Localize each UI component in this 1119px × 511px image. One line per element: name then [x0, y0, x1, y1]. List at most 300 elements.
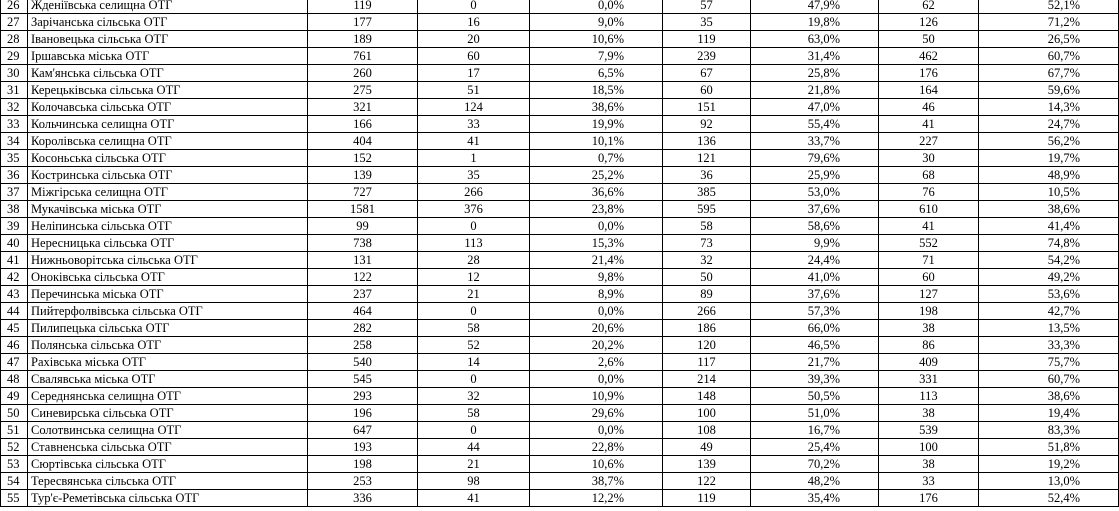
count-c-cell: 552: [879, 235, 979, 252]
percent-c-cell: 38,6%: [979, 388, 1119, 405]
total-cell: 237: [308, 286, 418, 303]
total-cell: 196: [308, 405, 418, 422]
percent-b-cell: 25,4%: [751, 439, 879, 456]
percent-c-cell: 52,1%: [979, 0, 1119, 14]
community-name-cell: Косоньська сільська ОТГ: [28, 150, 308, 167]
count-a-cell: 58: [418, 320, 530, 337]
percent-b-cell: 25,8%: [751, 65, 879, 82]
percent-a-cell: 0,0%: [530, 0, 663, 14]
total-cell: 647: [308, 422, 418, 439]
percent-a-cell: 29,6%: [530, 405, 663, 422]
count-a-cell: 52: [418, 337, 530, 354]
table-body: [1, 0, 1119, 507]
total-cell: 119: [308, 0, 418, 14]
percent-c-cell: 41,4%: [979, 218, 1119, 235]
percent-a-cell: 6,5%: [530, 65, 663, 82]
count-b-cell: 35: [663, 14, 751, 31]
percent-c-cell: 26,5%: [979, 31, 1119, 48]
count-a-cell: 98: [418, 473, 530, 490]
percent-a-cell: 23,8%: [530, 201, 663, 218]
count-a-cell: 44: [418, 439, 530, 456]
community-name-cell: Перечинська міська ОТГ: [28, 286, 308, 303]
count-a-cell: 266: [418, 184, 530, 201]
percent-c-cell: 33,3%: [979, 337, 1119, 354]
percent-b-cell: 37,6%: [751, 286, 879, 303]
community-name-cell: Кольчинська селищна ОТГ: [28, 116, 308, 133]
row-number-cell: 55: [1, 490, 28, 507]
community-name-cell: Іршавська міська ОТГ: [28, 48, 308, 65]
count-a-cell: 0: [418, 218, 530, 235]
row-number-cell: 53: [1, 456, 28, 473]
percent-c-cell: 51,8%: [979, 439, 1119, 456]
row-number-cell: 29: [1, 48, 28, 65]
percent-a-cell: 21,4%: [530, 252, 663, 269]
count-b-cell: 58: [663, 218, 751, 235]
percent-c-cell: 60,7%: [979, 48, 1119, 65]
count-c-cell: 409: [879, 354, 979, 371]
table-row: [1, 235, 1119, 252]
row-number-cell: 51: [1, 422, 28, 439]
row-number-cell: 41: [1, 252, 28, 269]
community-name-cell: Полянська сільська ОТГ: [28, 337, 308, 354]
percent-b-cell: 25,9%: [751, 167, 879, 184]
row-number-cell: 37: [1, 184, 28, 201]
count-a-cell: 21: [418, 286, 530, 303]
count-a-cell: 35: [418, 167, 530, 184]
percent-b-cell: 16,7%: [751, 422, 879, 439]
table-row: [1, 99, 1119, 116]
table-row: [1, 371, 1119, 388]
count-c-cell: 100: [879, 439, 979, 456]
count-c-cell: 331: [879, 371, 979, 388]
table-row: [1, 252, 1119, 269]
percent-a-cell: 25,2%: [530, 167, 663, 184]
total-cell: 464: [308, 303, 418, 320]
percent-b-cell: 48,2%: [751, 473, 879, 490]
percent-c-cell: 14,3%: [979, 99, 1119, 116]
percent-a-cell: 20,6%: [530, 320, 663, 337]
row-number-cell: 42: [1, 269, 28, 286]
percent-c-cell: 60,7%: [979, 371, 1119, 388]
count-a-cell: 14: [418, 354, 530, 371]
count-c-cell: 227: [879, 133, 979, 150]
percent-a-cell: 20,2%: [530, 337, 663, 354]
row-number-cell: 38: [1, 201, 28, 218]
total-cell: 321: [308, 99, 418, 116]
community-name-cell: Свалявська міська ОТГ: [28, 371, 308, 388]
percent-a-cell: 38,6%: [530, 99, 663, 116]
row-number-cell: 47: [1, 354, 28, 371]
percent-a-cell: 38,7%: [530, 473, 663, 490]
row-number-cell: 33: [1, 116, 28, 133]
percent-c-cell: 53,6%: [979, 286, 1119, 303]
row-number-cell: 36: [1, 167, 28, 184]
percent-a-cell: 10,9%: [530, 388, 663, 405]
row-number-cell: 45: [1, 320, 28, 337]
row-number-cell: 44: [1, 303, 28, 320]
table-row: [1, 48, 1119, 65]
percent-a-cell: 0,7%: [530, 150, 663, 167]
count-a-cell: 0: [418, 422, 530, 439]
count-c-cell: 62: [879, 0, 979, 14]
row-number-cell: 28: [1, 31, 28, 48]
count-b-cell: 119: [663, 490, 751, 507]
total-cell: 260: [308, 65, 418, 82]
percent-b-cell: 24,4%: [751, 252, 879, 269]
percent-a-cell: 15,3%: [530, 235, 663, 252]
percent-c-cell: 67,7%: [979, 65, 1119, 82]
count-b-cell: 139: [663, 456, 751, 473]
percent-b-cell: 37,6%: [751, 201, 879, 218]
count-c-cell: 38: [879, 405, 979, 422]
total-cell: 336: [308, 490, 418, 507]
table-row: [1, 405, 1119, 422]
count-b-cell: 136: [663, 133, 751, 150]
community-name-cell: Міжгірська селищна ОТГ: [28, 184, 308, 201]
community-name-cell: Неліпинська сільська ОТГ: [28, 218, 308, 235]
percent-c-cell: 49,2%: [979, 269, 1119, 286]
count-c-cell: 30: [879, 150, 979, 167]
total-cell: 139: [308, 167, 418, 184]
count-a-cell: 376: [418, 201, 530, 218]
count-b-cell: 151: [663, 99, 751, 116]
percent-c-cell: 74,8%: [979, 235, 1119, 252]
community-name-cell: Сюртівська сільська ОТГ: [28, 456, 308, 473]
table-row: [1, 354, 1119, 371]
percent-c-cell: 13,0%: [979, 473, 1119, 490]
percent-b-cell: 47,9%: [751, 0, 879, 14]
count-a-cell: 12: [418, 269, 530, 286]
count-b-cell: 239: [663, 48, 751, 65]
percent-c-cell: 59,6%: [979, 82, 1119, 99]
count-a-cell: 33: [418, 116, 530, 133]
count-a-cell: 41: [418, 490, 530, 507]
percent-b-cell: 35,4%: [751, 490, 879, 507]
count-b-cell: 148: [663, 388, 751, 405]
total-cell: 198: [308, 456, 418, 473]
percent-c-cell: 48,9%: [979, 167, 1119, 184]
community-name-cell: Королівська селищна ОТГ: [28, 133, 308, 150]
total-cell: 1581: [308, 201, 418, 218]
table-row: [1, 439, 1119, 456]
percent-a-cell: 9,8%: [530, 269, 663, 286]
count-c-cell: 46: [879, 99, 979, 116]
table-row: [1, 269, 1119, 286]
percent-a-cell: 12,2%: [530, 490, 663, 507]
row-number-cell: 54: [1, 473, 28, 490]
count-b-cell: 89: [663, 286, 751, 303]
table-row: [1, 167, 1119, 184]
row-number-cell: 43: [1, 286, 28, 303]
count-a-cell: 1: [418, 150, 530, 167]
row-number-cell: 31: [1, 82, 28, 99]
community-name-cell: Костринська сільська ОТГ: [28, 167, 308, 184]
count-b-cell: 73: [663, 235, 751, 252]
percent-a-cell: 36,6%: [530, 184, 663, 201]
count-a-cell: 0: [418, 371, 530, 388]
row-number-cell: 26: [1, 0, 28, 14]
total-cell: 293: [308, 388, 418, 405]
count-b-cell: 100: [663, 405, 751, 422]
community-name-cell: Середнянська селищна ОТГ: [28, 388, 308, 405]
community-name-cell: Нересницька сільська ОТГ: [28, 235, 308, 252]
count-c-cell: 71: [879, 252, 979, 269]
count-a-cell: 21: [418, 456, 530, 473]
percent-c-cell: 42,7%: [979, 303, 1119, 320]
count-b-cell: 595: [663, 201, 751, 218]
count-c-cell: 86: [879, 337, 979, 354]
percent-a-cell: 10,1%: [530, 133, 663, 150]
community-name-cell: Пилипецька сільська ОТГ: [28, 320, 308, 337]
count-b-cell: 117: [663, 354, 751, 371]
percent-b-cell: 50,5%: [751, 388, 879, 405]
percent-c-cell: 38,6%: [979, 201, 1119, 218]
table-row: [1, 303, 1119, 320]
percent-b-cell: 9,9%: [751, 235, 879, 252]
community-name-cell: Пийтерфолвівська сільська ОТГ: [28, 303, 308, 320]
row-number-cell: 52: [1, 439, 28, 456]
row-number-cell: 34: [1, 133, 28, 150]
percent-a-cell: 0,0%: [530, 303, 663, 320]
community-name-cell: Оноківська сільська ОТГ: [28, 269, 308, 286]
table-row: [1, 116, 1119, 133]
count-c-cell: 68: [879, 167, 979, 184]
total-cell: 189: [308, 31, 418, 48]
percent-b-cell: 79,6%: [751, 150, 879, 167]
total-cell: 122: [308, 269, 418, 286]
total-cell: 727: [308, 184, 418, 201]
percent-c-cell: 13,5%: [979, 320, 1119, 337]
table-row: [1, 473, 1119, 490]
row-number-cell: 50: [1, 405, 28, 422]
percent-b-cell: 21,8%: [751, 82, 879, 99]
count-a-cell: 17: [418, 65, 530, 82]
percent-a-cell: 18,5%: [530, 82, 663, 99]
percent-c-cell: 19,4%: [979, 405, 1119, 422]
total-cell: 282: [308, 320, 418, 337]
table-row: [1, 65, 1119, 82]
count-c-cell: 198: [879, 303, 979, 320]
percent-b-cell: 57,3%: [751, 303, 879, 320]
table-row: [1, 490, 1119, 507]
percent-a-cell: 22,8%: [530, 439, 663, 456]
row-number-cell: 40: [1, 235, 28, 252]
row-number-cell: 32: [1, 99, 28, 116]
total-cell: 99: [308, 218, 418, 235]
percent-c-cell: 24,7%: [979, 116, 1119, 133]
row-number-cell: 30: [1, 65, 28, 82]
community-name-cell: Зарічанська сільська ОТГ: [28, 14, 308, 31]
count-b-cell: 36: [663, 167, 751, 184]
table-row: [1, 150, 1119, 167]
count-c-cell: 41: [879, 116, 979, 133]
row-number-cell: 48: [1, 371, 28, 388]
percent-a-cell: 0,0%: [530, 371, 663, 388]
count-a-cell: 58: [418, 405, 530, 422]
count-b-cell: 186: [663, 320, 751, 337]
total-cell: 152: [308, 150, 418, 167]
percent-c-cell: 83,3%: [979, 422, 1119, 439]
table-row: [1, 184, 1119, 201]
table-row: [1, 218, 1119, 235]
percent-c-cell: 54,2%: [979, 252, 1119, 269]
percent-c-cell: 52,4%: [979, 490, 1119, 507]
count-a-cell: 0: [418, 0, 530, 14]
percent-c-cell: 75,7%: [979, 354, 1119, 371]
count-b-cell: 60: [663, 82, 751, 99]
count-c-cell: 113: [879, 388, 979, 405]
count-c-cell: 33: [879, 473, 979, 490]
percent-b-cell: 53,0%: [751, 184, 879, 201]
table-row: [1, 82, 1119, 99]
percent-b-cell: 33,7%: [751, 133, 879, 150]
community-name-cell: Жденіївська селищна ОТГ: [28, 0, 308, 14]
count-b-cell: 121: [663, 150, 751, 167]
percent-c-cell: 19,2%: [979, 456, 1119, 473]
percent-c-cell: 71,2%: [979, 14, 1119, 31]
table-row: [1, 320, 1119, 337]
table-row: [1, 422, 1119, 439]
percent-b-cell: 21,7%: [751, 354, 879, 371]
table-row: [1, 456, 1119, 473]
count-c-cell: 176: [879, 65, 979, 82]
count-b-cell: 32: [663, 252, 751, 269]
percent-c-cell: 56,2%: [979, 133, 1119, 150]
count-c-cell: 38: [879, 320, 979, 337]
count-c-cell: 50: [879, 31, 979, 48]
count-c-cell: 41: [879, 218, 979, 235]
percent-a-cell: 2,6%: [530, 354, 663, 371]
count-b-cell: 385: [663, 184, 751, 201]
count-a-cell: 60: [418, 48, 530, 65]
percent-b-cell: 63,0%: [751, 31, 879, 48]
table-row: [1, 14, 1119, 31]
percent-b-cell: 31,4%: [751, 48, 879, 65]
count-c-cell: 60: [879, 269, 979, 286]
total-cell: 258: [308, 337, 418, 354]
percent-a-cell: 8,9%: [530, 286, 663, 303]
count-c-cell: 126: [879, 14, 979, 31]
community-name-cell: Кам'янська сільська ОТГ: [28, 65, 308, 82]
count-c-cell: 127: [879, 286, 979, 303]
percent-b-cell: 66,0%: [751, 320, 879, 337]
percent-c-cell: 10,5%: [979, 184, 1119, 201]
count-c-cell: 176: [879, 490, 979, 507]
total-cell: 540: [308, 354, 418, 371]
row-number-cell: 46: [1, 337, 28, 354]
percent-a-cell: 10,6%: [530, 456, 663, 473]
row-number-cell: 35: [1, 150, 28, 167]
percent-b-cell: 70,2%: [751, 456, 879, 473]
community-name-cell: Солотвинська селищна ОТГ: [28, 422, 308, 439]
community-name-cell: Керецьківська сільська ОТГ: [28, 82, 308, 99]
percent-b-cell: 47,0%: [751, 99, 879, 116]
total-cell: 193: [308, 439, 418, 456]
count-c-cell: 38: [879, 456, 979, 473]
count-c-cell: 539: [879, 422, 979, 439]
total-cell: 404: [308, 133, 418, 150]
table-row: [1, 201, 1119, 218]
count-a-cell: 28: [418, 252, 530, 269]
total-cell: 166: [308, 116, 418, 133]
percent-b-cell: 51,0%: [751, 405, 879, 422]
percent-a-cell: 0,0%: [530, 218, 663, 235]
community-name-cell: Рахівська міська ОТГ: [28, 354, 308, 371]
community-name-cell: Тересвянська сільська ОТГ: [28, 473, 308, 490]
count-b-cell: 92: [663, 116, 751, 133]
count-b-cell: 122: [663, 473, 751, 490]
count-b-cell: 119: [663, 31, 751, 48]
count-a-cell: 41: [418, 133, 530, 150]
community-name-cell: Мукачівська міська ОТГ: [28, 201, 308, 218]
percent-b-cell: 39,3%: [751, 371, 879, 388]
count-b-cell: 67: [663, 65, 751, 82]
percent-b-cell: 46,5%: [751, 337, 879, 354]
count-a-cell: 16: [418, 14, 530, 31]
total-cell: 177: [308, 14, 418, 31]
count-a-cell: 124: [418, 99, 530, 116]
table-row: [1, 0, 1119, 14]
percent-a-cell: 19,9%: [530, 116, 663, 133]
count-c-cell: 164: [879, 82, 979, 99]
percent-a-cell: 9,0%: [530, 14, 663, 31]
percent-a-cell: 7,9%: [530, 48, 663, 65]
row-number-cell: 27: [1, 14, 28, 31]
percent-b-cell: 41,0%: [751, 269, 879, 286]
count-a-cell: 20: [418, 31, 530, 48]
table-row: [1, 31, 1119, 48]
community-name-cell: Івановецька сільська ОТГ: [28, 31, 308, 48]
count-c-cell: 76: [879, 184, 979, 201]
percent-b-cell: 58,6%: [751, 218, 879, 235]
table-row: [1, 388, 1119, 405]
community-name-cell: Колочавська сільська ОТГ: [28, 99, 308, 116]
row-number-cell: 39: [1, 218, 28, 235]
count-c-cell: 462: [879, 48, 979, 65]
count-b-cell: 49: [663, 439, 751, 456]
count-b-cell: 50: [663, 269, 751, 286]
count-a-cell: 0: [418, 303, 530, 320]
total-cell: 545: [308, 371, 418, 388]
total-cell: 738: [308, 235, 418, 252]
percent-b-cell: 55,4%: [751, 116, 879, 133]
total-cell: 253: [308, 473, 418, 490]
percent-b-cell: 19,8%: [751, 14, 879, 31]
community-name-cell: Нижньоворітська сільська ОТГ: [28, 252, 308, 269]
community-name-cell: Тур'є-Реметівська сільська ОТГ: [28, 490, 308, 507]
count-a-cell: 113: [418, 235, 530, 252]
percent-c-cell: 19,7%: [979, 150, 1119, 167]
count-b-cell: 266: [663, 303, 751, 320]
table-row: [1, 133, 1119, 150]
count-b-cell: 214: [663, 371, 751, 388]
count-c-cell: 610: [879, 201, 979, 218]
community-name-cell: Ставненська сільська ОТГ: [28, 439, 308, 456]
total-cell: 275: [308, 82, 418, 99]
count-b-cell: 108: [663, 422, 751, 439]
count-b-cell: 57: [663, 0, 751, 14]
count-a-cell: 32: [418, 388, 530, 405]
count-a-cell: 51: [418, 82, 530, 99]
total-cell: 761: [308, 48, 418, 65]
row-number-cell: 49: [1, 388, 28, 405]
percent-a-cell: 0,0%: [530, 422, 663, 439]
count-b-cell: 120: [663, 337, 751, 354]
total-cell: 131: [308, 252, 418, 269]
table-row: [1, 337, 1119, 354]
table-row: [1, 286, 1119, 303]
percent-a-cell: 10,6%: [530, 31, 663, 48]
